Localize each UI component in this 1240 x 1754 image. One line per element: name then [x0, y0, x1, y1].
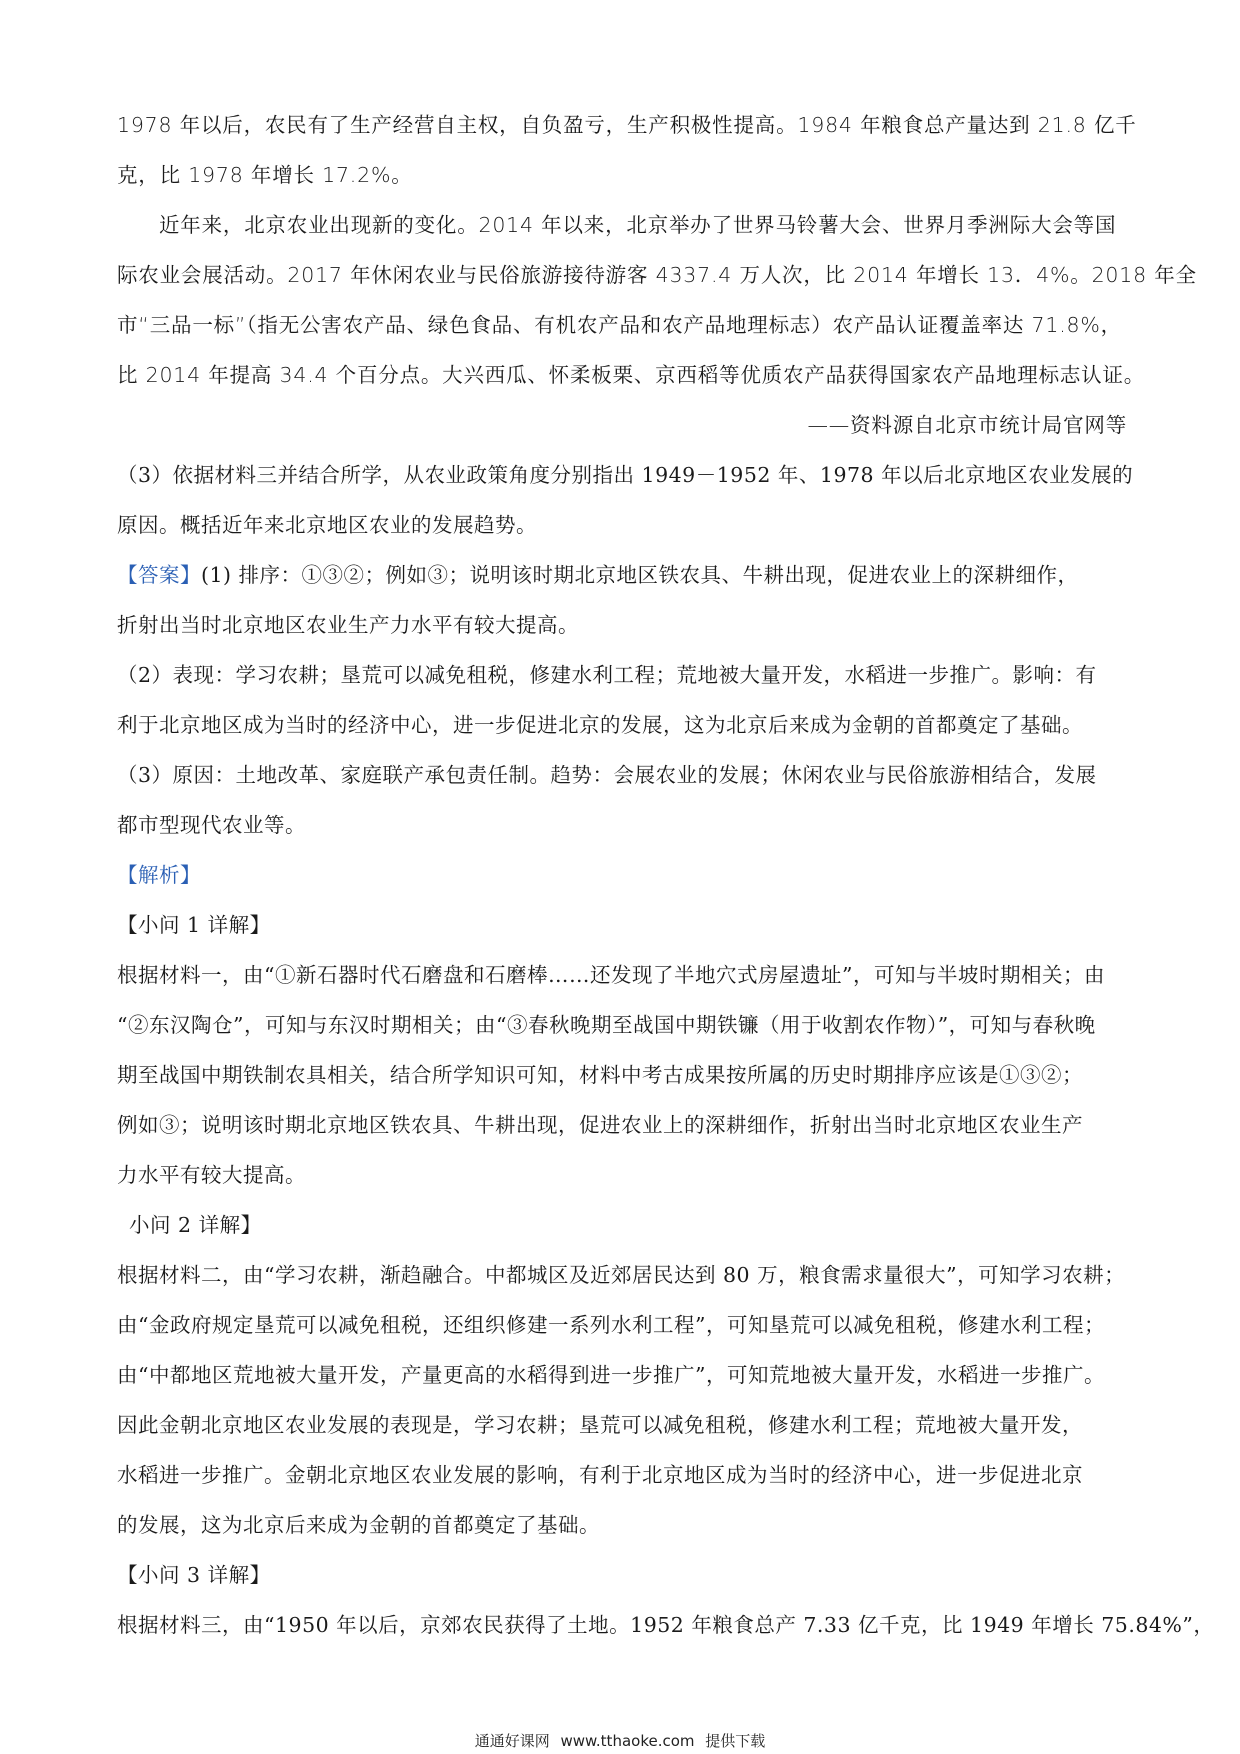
analysis-line: 例如③；说明该时期北京地区铁农具、牛耕出现，促进农业上的深耕细作，折射出当时北京地区农业生产 [117, 1113, 1083, 1137]
text-line: 1978 年以后，农民有了生产经营自主权，自负盈亏，生产积极性提高。1984 年粮食总产量达到 21.8 亿千 [117, 113, 1137, 137]
answer-line: （2）表现：学习农耕；垦荒可以减免租税，修建水利工程；荒地被大量开发，水稻进一步推广。影响：有 [117, 663, 1097, 687]
answer-text: (1) 排序：①③②；例如③；说明该时期北京地区铁农具、牛耕出现，促进农业上的深耕细作， [201, 563, 1079, 587]
analysis-line: “②东汉陶仓”，可知与东汉时期相关；由“③春秋晚期至战国中期铁镰（用于收割农作物）”，可知与春秋晚 [117, 1013, 1096, 1037]
analysis-line: 期至战国中期铁制农具相关，结合所学知识可知，材料中考古成果按所属的历史时期排序应该是①③②； [117, 1063, 1083, 1087]
analysis-line: 由“金政府规定垦荒可以减免租税，还组织修建一系列水利工程”，可知垦荒可以减免租税，修建水利工程； [117, 1313, 1105, 1337]
analysis-line: 根据材料二，由“学习农耕，渐趋融合。中都城区及近郊居民达到 80 万，粮食需求量很大”，可知学习农耕； [117, 1263, 1126, 1287]
text-line: 市“三品一标”（指无公害农产品、绿色食品、有机农产品和农产品地理标志）农产品认证覆盖率达 71.8%， [117, 313, 1122, 337]
answer-tag: 【答案】 [117, 563, 201, 587]
material-three-excerpt [117, 100, 1197, 450]
answer-section [117, 550, 1127, 850]
question-line: （3）依据材料三并结合所学，从农业政策角度分别指出 1949－1952 年、1978 年以后北京地区农业发展的 [117, 463, 1134, 487]
footer-suffix: 提供下载 [705, 1732, 766, 1750]
question-line: 原因。概括近年来北京地区农业的发展趋势。 [117, 513, 537, 537]
text-line: 比 2014 年提高 34.4 个百分点。大兴西瓜、怀柔板栗、京西稻等优质农产品获得国家农产品地理标志认证。 [117, 363, 1146, 387]
answer-first-line [117, 550, 1127, 600]
answer-line: 都市型现代农业等。 [117, 813, 306, 837]
analysis-line: 根据材料三，由“1950 年以后，京郊农民获得了土地。1952 年粮食总产 7.33 亿千克，比 1949 年增长 75.84%”， [117, 1613, 1215, 1637]
analysis-line: 的发展，这为北京后来成为金朝的首都奠定了基础。 [117, 1513, 600, 1537]
analysis-line: 由“中都地区荒地被大量开发，产量更高的水稻得到进一步推广”，可知荒地被大量开发，水稻进一步推广。 [117, 1363, 1105, 1387]
analysis-tag: 【解析】 [117, 863, 201, 887]
subquestion-1-heading: 【小问 1 详解】 [117, 913, 271, 937]
analysis-line: 力水平有较大提高。 [117, 1163, 306, 1187]
page-footer [0, 1730, 1240, 1751]
analysis-section [117, 850, 1215, 1650]
analysis-line: 根据材料一，由“①新石器时代石磨盘和石磨棒……还发现了半地穴式房屋遗址”，可知与半坡时期相关；由 [117, 963, 1105, 987]
document-page [117, 100, 1215, 1650]
answer-line: 利于北京地区成为当时的经济中心，进一步促进北京的发展，这为北京后来成为金朝的首都奠定了基础。 [117, 713, 1083, 737]
footer-site-name: 通通好课网 [474, 1732, 550, 1750]
analysis-line: 因此金朝北京地区农业发展的表现是，学习农耕；垦荒可以减免租税，修建水利工程；荒地被大量开发， [117, 1413, 1083, 1437]
text-line: 近年来，北京农业出现新的变化。2014 年以来，北京举办了世界马铃薯大会、世界月季洲际大会等国 [159, 213, 1117, 237]
text-line: 克，比 1978 年增长 17.2%。 [117, 163, 413, 187]
source-citation: ——资料源自北京市统计局官网等 [807, 413, 1127, 437]
footer-url[interactable]: www.tthaoke.com [560, 1732, 695, 1750]
answer-line: 折射出当时北京地区农业生产力水平有较大提高。 [117, 613, 579, 637]
question-three [117, 450, 1134, 550]
answer-line: （3）原因：土地改革、家庭联产承包责任制。趋势：会展农业的发展；休闲农业与民俗旅游相结合，发展 [117, 763, 1097, 787]
subquestion-3-heading: 【小问 3 详解】 [117, 1563, 271, 1587]
analysis-line: 水稻进一步推广。金朝北京地区农业发展的影响，有利于北京地区成为当时的经济中心，进一步促进北京 [117, 1463, 1083, 1487]
subquestion-2-heading: 小问 2 详解】 [129, 1213, 262, 1237]
text-line: 际农业会展活动。2017 年休闲农业与民俗旅游接待游客 4337.4 万人次，比 2014 年增长 13．4%。2018 年全 [117, 263, 1197, 287]
